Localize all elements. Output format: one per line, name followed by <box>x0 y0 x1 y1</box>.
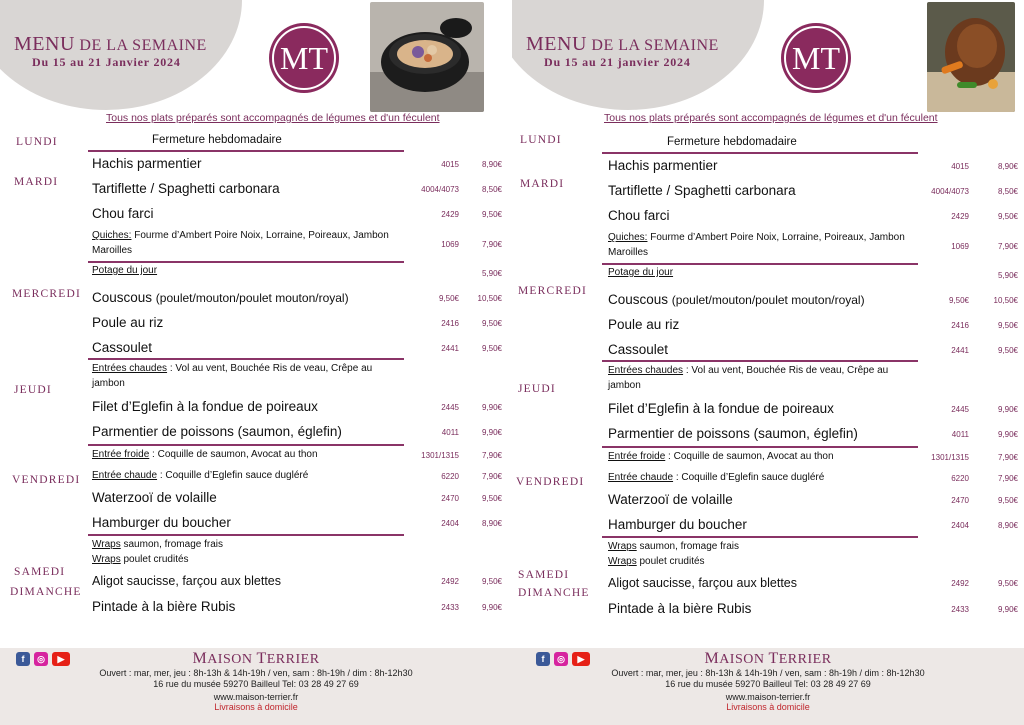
menu-panel-right <box>512 0 1024 725</box>
day-divider <box>602 446 918 448</box>
youtube-icon[interactable]: ▶ <box>572 652 590 666</box>
item-name-options: (poulet/mouton/poulet mouton/royal) <box>671 293 865 307</box>
logo-text: MT <box>280 40 328 76</box>
item-name: Parmentier de poissons (saumon, églefin) <box>92 424 342 439</box>
item-price: 8,90€ <box>481 160 502 169</box>
item-desc: poulet crudités <box>120 554 189 565</box>
item-name: Hachis parmentier <box>608 158 718 173</box>
item-code: 2441 <box>951 346 969 355</box>
brand-part: ERRIER <box>266 652 320 667</box>
delivery-note: Livraisons à domicile <box>214 702 298 712</box>
item-label: Quiches: <box>608 232 648 243</box>
item-price: 9,50€ <box>481 319 502 328</box>
menu-dates: Du 15 au 21 janvier 2024 <box>544 55 691 69</box>
item-price: 8,90€ <box>481 519 502 528</box>
item-desc: : Coquille de saumon, Avocat au thon <box>149 449 318 460</box>
day-mardi: MARDI <box>14 176 59 188</box>
item-price: 7,90€ <box>997 242 1018 251</box>
item-code: 4011 <box>951 430 969 439</box>
opening-hours: Ouvert : mar, mer, jeu : 8h-13h & 14h-19h / ven, sam : 8h-19h / dim : 8h-12h30 <box>611 668 925 678</box>
item-name <box>92 469 308 484</box>
menu-item <box>608 231 1018 261</box>
item-code: 2429 <box>951 212 969 221</box>
item-name <box>608 266 673 281</box>
item-price: 9,50€ <box>481 344 502 353</box>
youtube-icon[interactable]: ▶ <box>52 652 70 666</box>
item-code: 2445 <box>441 403 459 412</box>
item-code: 9,50€ <box>438 294 459 303</box>
item-code: 2433 <box>951 605 969 614</box>
item-name <box>92 362 402 391</box>
item-code: 2433 <box>441 603 459 612</box>
item-code: 4004/4073 <box>931 187 969 196</box>
item-desc: : Coquille d’Eglefin sauce dugléré <box>157 470 309 481</box>
item-name: Pintade à la bière Rubis <box>92 599 236 614</box>
item-price: 9,90€ <box>481 603 502 612</box>
item-name <box>608 364 918 393</box>
item-code: 4004/4073 <box>421 185 459 194</box>
day-divider <box>88 444 404 446</box>
item-name: Waterzooï de volaille <box>92 490 217 505</box>
item-price: 5,90€ <box>997 271 1018 280</box>
day-divider <box>602 263 918 265</box>
day-divider <box>88 534 404 536</box>
dish-photo-cocotte <box>370 2 484 112</box>
instagram-icon[interactable]: ◎ <box>34 652 48 666</box>
item-desc: : Vol au vent, Bouchée Ris de veau, Crêpe au jambon <box>92 363 373 389</box>
footer-left <box>0 648 512 725</box>
item-code: 6220 <box>441 472 459 481</box>
footer-right <box>512 648 1024 725</box>
item-name: Hachis parmentier <box>92 156 202 171</box>
item-desc: Fourme d’Ambert Poire Noix, Lorraine, Poireaux, Jambon Maroilles <box>92 230 389 256</box>
day-divider <box>88 150 404 152</box>
brand-part: AISON <box>207 652 257 667</box>
item-price: 10,50€ <box>993 296 1018 305</box>
item-name-main: Couscous <box>608 292 672 307</box>
item-label: Wraps <box>92 539 121 550</box>
menu-title <box>14 33 207 56</box>
menu-word: MENU <box>526 33 587 55</box>
opening-hours: Ouvert : mar, mer, jeu : 8h-13h & 14h-19h / ven, sam : 8h-19h / dim : 8h-12h30 <box>99 668 413 678</box>
item-name: Filet d’Eglefin à la fondue de poireaux <box>608 401 834 416</box>
item-code: 6220 <box>951 474 969 483</box>
day-mardi: MARDI <box>520 178 565 190</box>
item-code: 2416 <box>951 321 969 330</box>
day-jeudi: JEUDI <box>518 383 556 395</box>
item-code: 1069 <box>951 242 969 251</box>
item-label: Entrées chaudes <box>608 365 684 376</box>
item-label: Entrée chaude <box>608 472 674 483</box>
item-label: Entrée froide <box>92 449 150 460</box>
facebook-icon[interactable]: f <box>16 652 30 666</box>
item-label: Potage du jour <box>608 267 674 278</box>
menu-title <box>526 33 719 56</box>
item-code: 2470 <box>951 496 969 505</box>
day-lundi: LUNDI <box>520 134 562 146</box>
item-code: 2470 <box>441 494 459 503</box>
item-price: 9,50€ <box>997 579 1018 588</box>
item-desc: : Coquille de saumon, Avocat au thon <box>665 451 834 462</box>
item-name: Aligot saucisse, farçou aux blettes <box>92 574 281 588</box>
item-name: Cassoulet <box>608 342 669 357</box>
item-desc: : Coquille d’Eglefin sauce dugléré <box>673 472 825 483</box>
day-mercredi: MERCREDI <box>12 288 82 300</box>
item-code: 2445 <box>951 405 969 414</box>
item-code: 4015 <box>441 160 459 169</box>
item-desc: poulet crudités <box>636 556 705 567</box>
item-name: Filet d’Eglefin à la fondue de poireaux <box>92 399 318 414</box>
item-name <box>608 231 908 260</box>
website-link[interactable]: www.maison-terrier.fr <box>725 692 811 702</box>
menu-item <box>92 229 502 259</box>
item-code: 2441 <box>441 344 459 353</box>
day-vendredi: VENDREDI <box>12 474 81 486</box>
day-divider <box>602 152 918 154</box>
dish-photo-roast <box>927 2 1015 112</box>
item-name: Aligot saucisse, farçou aux blettes <box>608 576 797 590</box>
item-price: 7,90€ <box>997 474 1018 483</box>
item-price: 9,90€ <box>481 403 502 412</box>
menu-rest: DE LA SEMAINE <box>74 37 207 54</box>
menu-word: MENU <box>14 33 75 55</box>
item-name <box>608 555 705 570</box>
closed-notice: Fermeture hebdomadaire <box>667 136 797 148</box>
item-name <box>608 450 834 465</box>
brand-letter: M <box>704 650 720 667</box>
item-code: 2416 <box>441 319 459 328</box>
mt-logo <box>780 22 852 94</box>
mt-logo <box>268 22 340 94</box>
accompaniment-note: Tous nos plats préparés sont accompagnés de légumes et d'un féculent <box>106 112 440 124</box>
website-link[interactable]: www.maison-terrier.fr <box>213 692 299 702</box>
item-name: Hamburger du boucher <box>92 515 231 530</box>
item-code: 1301/1315 <box>931 453 969 462</box>
item-label: Potage du jour <box>92 265 158 276</box>
item-name: Chou farci <box>608 208 670 223</box>
item-name: Poule au riz <box>608 317 680 332</box>
facebook-icon[interactable]: f <box>536 652 550 666</box>
brand-name <box>0 650 512 668</box>
closed-notice: Fermeture hebdomadaire <box>152 134 282 146</box>
item-label: Wraps <box>92 554 121 565</box>
item-label: Entrée chaude <box>92 470 158 481</box>
item-code: 1069 <box>441 240 459 249</box>
item-price: 9,90€ <box>997 405 1018 414</box>
item-code: 2404 <box>441 519 459 528</box>
item-price: 8,90€ <box>997 521 1018 530</box>
item-desc: saumon, fromage frais <box>636 541 739 552</box>
footer-band <box>0 648 1024 725</box>
day-divider <box>602 536 918 538</box>
item-label: Entrée froide <box>608 451 666 462</box>
item-name: Tartiflette / Spaghetti carbonara <box>92 181 280 196</box>
item-name <box>608 471 824 486</box>
item-name: Waterzooï de volaille <box>608 492 733 507</box>
item-code: 4015 <box>951 162 969 171</box>
day-dimanche: DIMANCHE <box>10 586 82 598</box>
day-samedi: SAMEDI <box>518 569 570 581</box>
logo-text: MT <box>792 40 840 76</box>
item-name: Pintade à la bière Rubis <box>608 601 752 616</box>
item-price: 9,50€ <box>481 210 502 219</box>
item-price: 10,50€ <box>477 294 502 303</box>
brand-letter: T <box>256 650 267 667</box>
item-price: 8,90€ <box>997 162 1018 171</box>
item-price: 5,90€ <box>481 269 502 278</box>
menu-item <box>608 364 928 394</box>
item-price: 9,50€ <box>481 494 502 503</box>
item-price: 7,90€ <box>997 453 1018 462</box>
item-code: 1301/1315 <box>421 451 459 460</box>
item-price: 8,50€ <box>997 187 1018 196</box>
brand-letter: M <box>192 650 208 667</box>
day-divider <box>88 358 404 360</box>
item-name <box>608 292 865 307</box>
item-name: Tartiflette / Spaghetti carbonara <box>608 183 796 198</box>
item-name-options: (poulet/mouton/poulet mouton/royal) <box>155 291 349 305</box>
item-price: 9,50€ <box>997 321 1018 330</box>
item-name: Poule au riz <box>92 315 164 330</box>
day-mercredi: MERCREDI <box>518 285 588 297</box>
item-code: 2492 <box>951 579 969 588</box>
menu-dates: Du 15 au 21 Janvier 2024 <box>32 55 181 69</box>
item-price: 9,90€ <box>997 430 1018 439</box>
day-lundi: LUNDI <box>16 136 58 148</box>
day-divider <box>88 261 404 263</box>
item-name <box>92 264 157 279</box>
item-name <box>92 290 349 305</box>
item-price: 9,50€ <box>481 577 502 586</box>
item-name <box>92 538 223 553</box>
item-name <box>608 540 739 555</box>
day-jeudi: JEUDI <box>14 384 52 396</box>
item-price: 9,50€ <box>997 496 1018 505</box>
instagram-icon[interactable]: ◎ <box>554 652 568 666</box>
brand-part: ERRIER <box>778 652 832 667</box>
item-label: Wraps <box>608 556 637 567</box>
item-price: 7,90€ <box>481 240 502 249</box>
address: 16 rue du musée 59270 Bailleul Tel: 03 28 49 27 69 <box>665 679 871 689</box>
item-desc: Fourme d’Ambert Poire Noix, Lorraine, Poireaux, Jambon Maroilles <box>608 232 905 258</box>
accompaniment-note: Tous nos plats préparés sont accompagnés de légumes et d'un féculent <box>604 112 938 124</box>
item-code: 2429 <box>441 210 459 219</box>
delivery-note: Livraisons à domicile <box>726 702 810 712</box>
item-label: Entrées chaudes <box>92 363 168 374</box>
item-name <box>92 448 318 463</box>
item-code: 2404 <box>951 521 969 530</box>
item-name <box>92 553 189 568</box>
item-price: 9,50€ <box>997 346 1018 355</box>
item-price: 9,50€ <box>997 212 1018 221</box>
brand-letter: T <box>768 650 779 667</box>
item-label: Quiches: <box>92 230 132 241</box>
item-name: Cassoulet <box>92 340 153 355</box>
item-code: 4011 <box>441 428 459 437</box>
item-price: 9,90€ <box>997 605 1018 614</box>
brand-name <box>512 650 1024 668</box>
day-vendredi: VENDREDI <box>516 476 585 488</box>
item-label: Wraps <box>608 541 637 552</box>
menu-rest: DE LA SEMAINE <box>586 37 719 54</box>
item-code: 9,50€ <box>948 296 969 305</box>
item-name: Parmentier de poissons (saumon, églefin) <box>608 426 858 441</box>
day-divider <box>602 360 918 362</box>
item-price: 7,90€ <box>481 451 502 460</box>
item-desc: saumon, fromage frais <box>120 539 223 550</box>
day-samedi: SAMEDI <box>14 566 66 578</box>
item-name-main: Couscous <box>92 290 156 305</box>
item-name <box>92 229 392 258</box>
item-price: 7,90€ <box>481 472 502 481</box>
item-name: Chou farci <box>92 206 154 221</box>
item-price: 9,90€ <box>481 428 502 437</box>
brand-part: AISON <box>719 652 769 667</box>
day-dimanche: DIMANCHE <box>518 587 590 599</box>
item-desc: : Vol au vent, Bouchée Ris de veau, Crêpe au jambon <box>608 365 889 391</box>
menu-item <box>92 362 412 392</box>
address: 16 rue du musée 59270 Bailleul Tel: 03 28 49 27 69 <box>153 679 359 689</box>
item-name: Hamburger du boucher <box>608 517 747 532</box>
item-code: 2492 <box>441 577 459 586</box>
item-price: 8,50€ <box>481 185 502 194</box>
